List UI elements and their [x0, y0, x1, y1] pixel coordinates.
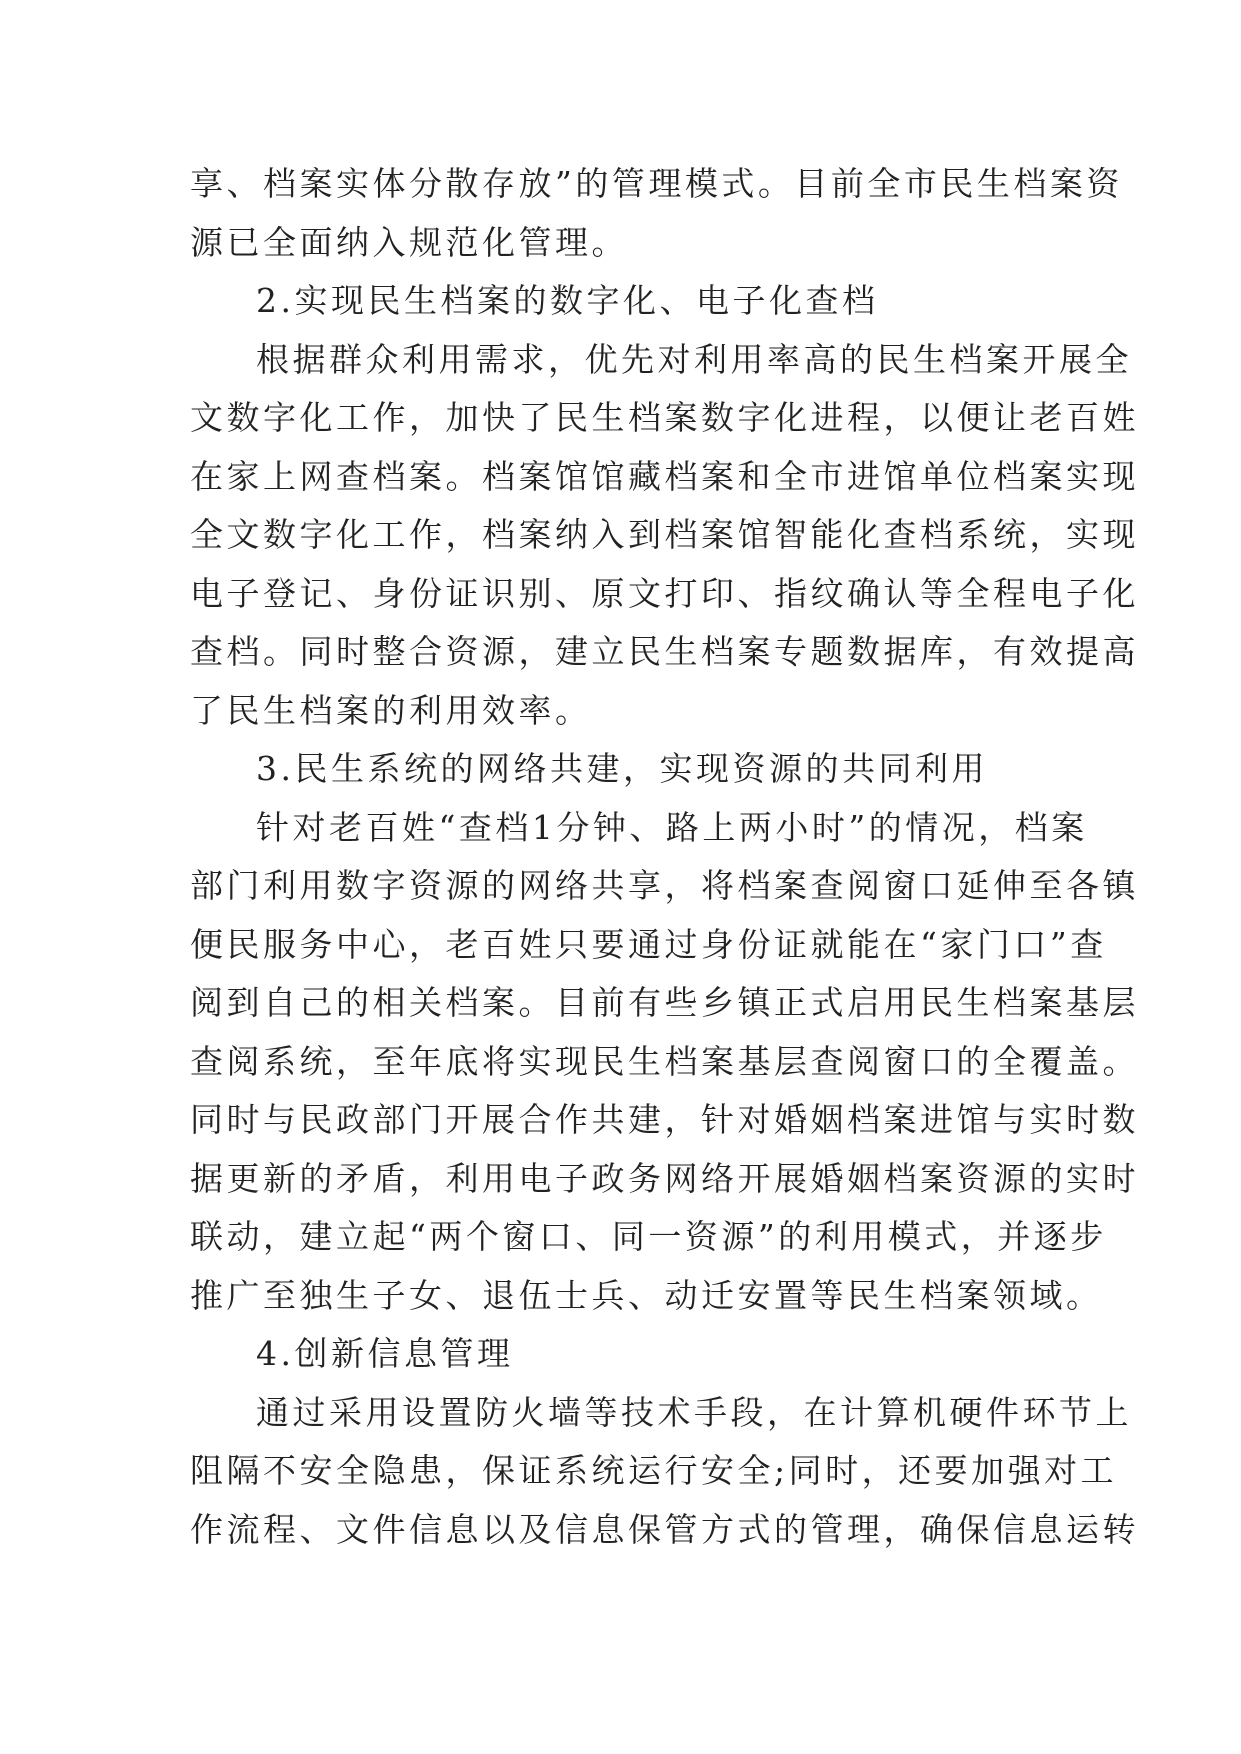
text-line: 据更新的矛盾，利用电子政务网络开展婚姻档案资源的实时	[190, 1158, 1139, 1198]
text-line: 推广至独生子女、退伍士兵、动迁安置等民生档案领域。	[190, 1275, 1103, 1315]
text-line: 查阅系统，至年底将实现民生档案基层查阅窗口的全覆盖。	[190, 1041, 1139, 1081]
text-line: 阅到自己的相关档案。目前有些乡镇正式启用民生档案基层	[190, 983, 1139, 1022]
text-line: 阻隔不安全隐患，保证系统运行安全;同时，还要加强对工	[190, 1451, 1118, 1490]
text-line: 全文数字化工作，档案纳入到档案馆智能化查档系统，实现	[190, 515, 1139, 554]
text-line: 了民生档案的利用效率。	[190, 690, 592, 730]
text-line: 部门利用数字资源的网络共享，将档案查阅窗口延伸至各镇	[190, 866, 1139, 905]
text-line: 针对老百姓“查档1分钟、路上两小时”的情况，档案	[256, 807, 1088, 847]
text-line: 同时与民政部门开展合作共建，针对婚姻档案进馆与实时数	[190, 1100, 1139, 1139]
text-line: 便民服务中心，老百姓只要通过身份证就能在“家门口”查	[190, 924, 1107, 964]
text-line: 文数字化工作，加快了民生档案数字化进程，以便让老百姓	[190, 398, 1139, 437]
document-body	[190, 155, 1139, 1559]
section-heading: 3.民生系统的网络共建，实现资源的共同利用	[256, 749, 988, 788]
text-line: 联动，建立起“两个窗口、同一资源”的利用模式，并逐步	[190, 1217, 1107, 1256]
text-line: 源已全面纳入规范化管理。	[190, 222, 628, 262]
text-line: 作流程、文件信息以及信息保管方式的管理，确保信息运转	[190, 1509, 1139, 1549]
text-line: 根据群众利用需求，优先对利用率高的民生档案开展全	[256, 339, 1132, 379]
text-line: 享、档案实体分散存放”的管理模式。目前全市民生档案资	[190, 164, 1123, 203]
text-line: 在家上网查档案。档案馆馆藏档案和全市进馆单位档案实现	[190, 456, 1139, 496]
section-heading: 2.实现民生档案的数字化、电子化查档	[256, 281, 879, 320]
text-line: 电子登记、身份证识别、原文打印、指纹确认等全程电子化	[190, 573, 1139, 613]
section-heading: 4.创新信息管理	[256, 1334, 514, 1373]
text-line: 查档。同时整合资源，建立民生档案专题数据库，有效提高	[190, 632, 1139, 671]
text-line: 通过采用设置防火墙等技术手段，在计算机硬件环节上	[256, 1392, 1132, 1432]
